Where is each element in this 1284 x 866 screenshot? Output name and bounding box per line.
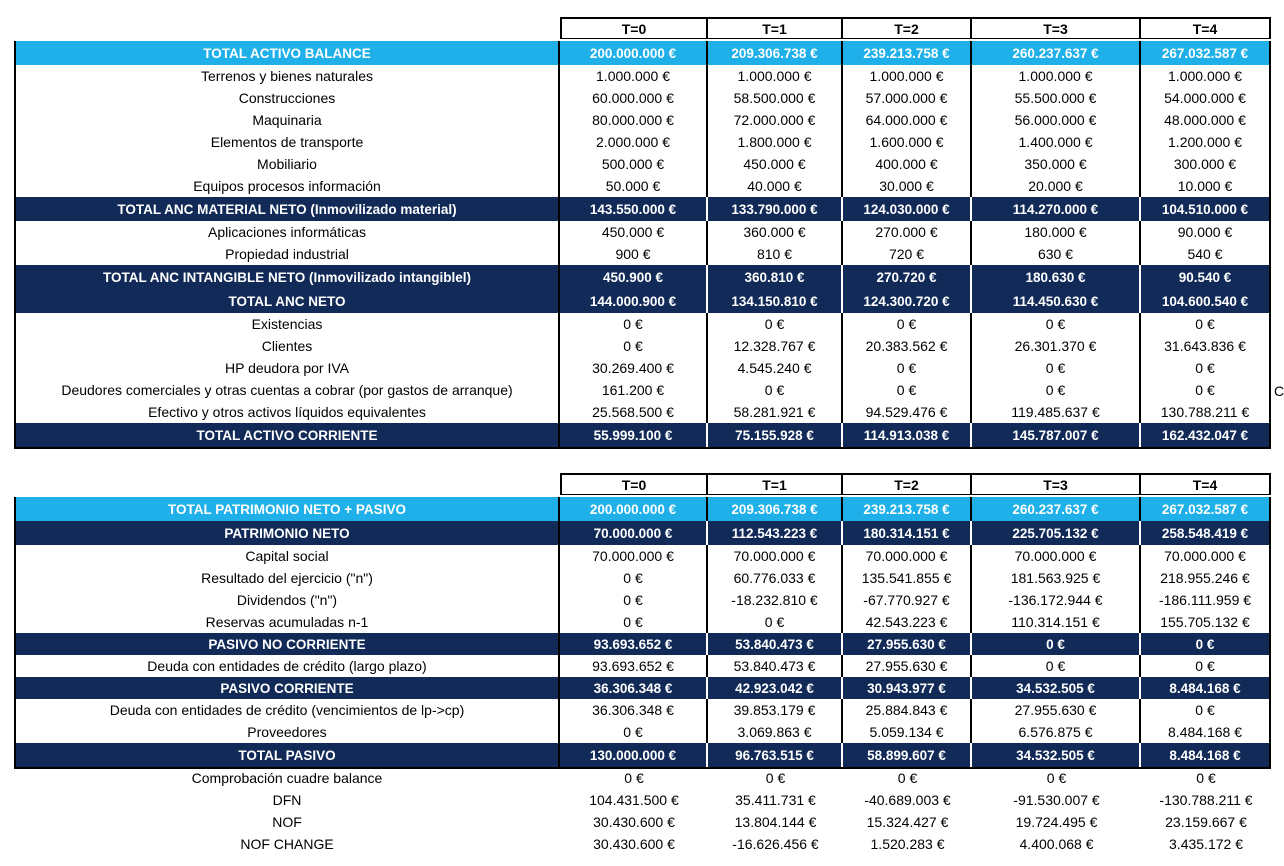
row-label: Proveedores (14, 721, 560, 743)
pasivo-header-t-4: T=4 (1141, 473, 1271, 495)
row-label: TOTAL ANC MATERIAL NETO (Inmovilizado material) (14, 197, 560, 221)
value-t-2: 0 € (897, 770, 918, 786)
value-t-4: 267.032.587 € (1141, 497, 1271, 521)
value-t-4: 1.000.000 € (1141, 65, 1271, 87)
value-t-1: 4.545.240 € (708, 357, 843, 379)
row-label: Deuda con entidades de crédito (largo plazo) (14, 655, 560, 677)
value-t-2: 239.213.758 € (843, 497, 972, 521)
value-t-2: 124.300.720 € (843, 289, 972, 313)
value-t-2: 135.541.855 € (843, 567, 972, 589)
row-label: Capital social (14, 545, 560, 567)
value-t-3: 26.301.370 € (972, 335, 1141, 357)
value-t-1: 13.804.144 € (734, 814, 817, 830)
value-t-3: 180.000 € (972, 221, 1141, 243)
value-t-0: 80.000.000 € (560, 109, 708, 131)
row-label: Deuda con entidades de crédito (vencimientos de lp->cp) (14, 699, 560, 721)
value-t-1: 360.810 € (708, 265, 843, 289)
row-existencias (0, 313, 1280, 335)
value-t-3: 0 € (972, 379, 1141, 401)
row-label: TOTAL ACTIVO BALANCE (14, 41, 560, 65)
value-t-1: 0 € (708, 379, 843, 401)
row-label: TOTAL ANC NETO (14, 289, 560, 313)
row-maquinaria (0, 109, 1280, 131)
value-t-1: 209.306.738 € (708, 41, 843, 65)
value-t-4: 70.000.000 € (1141, 545, 1271, 567)
value-t-1: 96.763.515 € (708, 743, 843, 767)
value-t-3: -91.530.007 € (1013, 792, 1100, 808)
value-t-3: 180.630 € (972, 265, 1141, 289)
value-t-3: 260.237.637 € (972, 497, 1141, 521)
value-t-0: 0 € (624, 770, 644, 786)
row-label: Maquinaria (14, 109, 560, 131)
value-t-0: 200.000.000 € (560, 497, 708, 521)
value-t-4: 0 € (1141, 313, 1271, 335)
row-equipos-procesos-informacion (0, 175, 1280, 197)
value-t-4: 267.032.587 € (1141, 41, 1271, 65)
value-t-1: -16.626.456 € (732, 836, 819, 852)
value-t-2: 270.720 € (843, 265, 972, 289)
row-label: Reservas acumuladas n-1 (14, 611, 560, 633)
value-t-1: 450.000 € (708, 153, 843, 175)
value-t-3: 225.705.132 € (972, 521, 1141, 545)
value-t-4: 8.484.168 € (1141, 721, 1271, 743)
value-t-3: 145.787.007 € (972, 423, 1141, 447)
value-t-1: 3.069.863 € (708, 721, 843, 743)
value-t-1: 810 € (708, 243, 843, 265)
value-t-4: 8.484.168 € (1141, 743, 1271, 767)
value-t-1: 42.923.042 € (708, 677, 843, 699)
row-label: Elementos de transporte (14, 131, 560, 153)
value-t-1: -18.232.810 € (708, 589, 843, 611)
activo-header-t-3: T=3 (972, 17, 1141, 39)
row-label: PASIVO CORRIENTE (14, 677, 560, 699)
row-label: Propiedad industrial (14, 243, 560, 265)
row-deudores-comerciales-y-otras-cuentas-a-cobrar-por-gastos-de-arranque (0, 379, 1280, 401)
value-t-0: 144.000.900 € (560, 289, 708, 313)
value-t-2: 720 € (843, 243, 972, 265)
row-deuda-con-entidades-de-credito-largo-plazo (0, 655, 1280, 677)
value-t-3: 70.000.000 € (972, 545, 1141, 567)
activo-header-t-2: T=2 (843, 17, 972, 39)
value-t-3: 0 € (1046, 770, 1067, 786)
row-construcciones (0, 87, 1280, 109)
row-label: TOTAL ACTIVO CORRIENTE (14, 423, 560, 447)
row-reservas-acumuladas-n-1 (0, 611, 1280, 633)
value-t-1: 40.000 € (708, 175, 843, 197)
row-label: Clientes (14, 335, 560, 357)
value-t-1: 60.776.033 € (708, 567, 843, 589)
value-t-2: 25.884.843 € (843, 699, 972, 721)
value-t-4: 0 € (1141, 699, 1271, 721)
value-t-4: 104.600.540 € (1141, 289, 1271, 313)
row-label: DFN (272, 792, 302, 808)
value-t-1: 12.328.767 € (708, 335, 843, 357)
pasivo-header-row (0, 473, 1280, 495)
value-t-3: 27.955.630 € (972, 699, 1141, 721)
row-label: Dividendos ("n") (14, 589, 560, 611)
value-t-4: 258.548.419 € (1141, 521, 1271, 545)
value-t-3: 119.485.637 € (972, 401, 1141, 423)
value-t-0: 161.200 € (560, 379, 708, 401)
row-label: Equipos procesos información (14, 175, 560, 197)
value-t-4: 162.432.047 € (1141, 423, 1271, 447)
value-t-4: 0 € (1141, 633, 1271, 655)
row-capital-social (0, 545, 1280, 567)
row-label: TOTAL PASIVO (14, 743, 560, 767)
value-t-4: 8.484.168 € (1141, 677, 1271, 699)
row-label: Existencias (14, 313, 560, 335)
value-t-2: 270.000 € (843, 221, 972, 243)
value-t-3: 0 € (972, 313, 1141, 335)
value-t-2: 180.314.151 € (843, 521, 972, 545)
value-t-4: 54.000.000 € (1141, 87, 1271, 109)
table-border (14, 767, 1271, 769)
value-t-3: 114.270.000 € (972, 197, 1141, 221)
row-aplicaciones-informaticas (0, 221, 1280, 243)
row-proveedores (0, 721, 1280, 743)
row-clientes (0, 335, 1280, 357)
value-t-2: 64.000.000 € (843, 109, 972, 131)
value-t-4: 300.000 € (1141, 153, 1271, 175)
row-label: Construcciones (14, 87, 560, 109)
value-t-2: 124.030.000 € (843, 197, 972, 221)
value-t-4: -186.111.959 € (1141, 589, 1271, 611)
value-t-3: -136.172.944 € (972, 589, 1141, 611)
value-t-0: 450.000 € (560, 221, 708, 243)
row-dfn (0, 789, 1280, 811)
row-label: Terrenos y bienes naturales (14, 65, 560, 87)
value-t-1: 0 € (765, 770, 786, 786)
value-t-4: 130.788.211 € (1141, 401, 1271, 423)
value-t-0: 1.000.000 € (560, 65, 708, 87)
value-t-1: 53.840.473 € (708, 633, 843, 655)
value-t-2: 239.213.758 € (843, 41, 972, 65)
value-t-4: 104.510.000 € (1141, 197, 1271, 221)
row-label: Mobiliario (14, 153, 560, 175)
value-t-2: 5.059.134 € (843, 721, 972, 743)
value-t-3: 55.500.000 € (972, 87, 1141, 109)
value-t-0: 93.693.652 € (560, 633, 708, 655)
value-t-3: 34.532.505 € (972, 677, 1141, 699)
value-t-2: 1.520.283 € (870, 836, 945, 852)
row-label: Deudores comerciales y otras cuentas a cobrar (por gastos de arranque) (14, 379, 560, 401)
value-t-0: 143.550.000 € (560, 197, 708, 221)
value-t-4: 0 € (1141, 379, 1271, 401)
value-t-2: 94.529.476 € (843, 401, 972, 423)
value-t-1: 35.411.731 € (735, 792, 816, 808)
row-mobiliario (0, 153, 1280, 175)
value-t-0: 60.000.000 € (560, 87, 708, 109)
row-resultado-del-ejercicio-n (0, 567, 1280, 589)
value-t-3: 1.000.000 € (972, 65, 1141, 87)
value-t-1: 0 € (708, 611, 843, 633)
row-patrimonio-neto (0, 521, 1280, 545)
value-t-4: 0 € (1141, 655, 1271, 677)
value-t-2: 58.899.607 € (843, 743, 972, 767)
row-efectivo-y-otros-activos-liquidos-equivalentes (0, 401, 1280, 423)
row-label: NOF (272, 814, 302, 830)
value-t-4: 540 € (1141, 243, 1271, 265)
value-t-3: 0 € (972, 655, 1141, 677)
value-t-3: 181.563.925 € (972, 567, 1141, 589)
value-t-3: 56.000.000 € (972, 109, 1141, 131)
value-t-0: 450.900 € (560, 265, 708, 289)
value-t-3: 0 € (972, 357, 1141, 379)
value-t-4: 90.540 € (1141, 265, 1271, 289)
value-t-3: 4.400.068 € (1019, 836, 1094, 852)
value-t-0: 0 € (560, 611, 708, 633)
row-nof (0, 811, 1280, 833)
value-t-4: 23.159.667 € (1165, 814, 1247, 830)
value-t-3: 19.724.495 € (1015, 814, 1098, 830)
value-t-4: 0 € (1196, 770, 1216, 786)
value-t-0: 900 € (560, 243, 708, 265)
value-t-0: 104.431.500 € (589, 792, 679, 808)
value-t-4: 48.000.000 € (1141, 109, 1271, 131)
row-total-anc-intangible-neto-inmovilizado-intangiblel (0, 265, 1280, 289)
value-t-2: 1.600.000 € (843, 131, 972, 153)
row-terrenos-y-bienes-naturales (0, 65, 1280, 87)
value-t-1: 39.853.179 € (708, 699, 843, 721)
activo-header-t-0: T=0 (560, 17, 708, 39)
row-total-patrimonio-neto-pasivo (0, 497, 1280, 521)
value-t-0: 0 € (560, 313, 708, 335)
value-t-0: 2.000.000 € (560, 131, 708, 153)
value-t-2: 0 € (843, 379, 972, 401)
value-t-4: 155.705.132 € (1141, 611, 1271, 633)
row-label: PASIVO NO CORRIENTE (14, 633, 560, 655)
value-t-3: 34.532.505 € (972, 743, 1141, 767)
value-t-2: 70.000.000 € (843, 545, 972, 567)
value-t-0: 70.000.000 € (560, 521, 708, 545)
row-label: Efectivo y otros activos líquidos equivalentes (14, 401, 560, 423)
value-t-0: 36.306.348 € (560, 677, 708, 699)
row-total-pasivo (0, 743, 1280, 767)
value-t-4: 10.000 € (1141, 175, 1271, 197)
value-t-4: 1.200.000 € (1141, 131, 1271, 153)
row-deuda-con-entidades-de-credito-vencimientos-de-lp-cp (0, 699, 1280, 721)
table-border (14, 447, 1271, 449)
value-t-2: 400.000 € (843, 153, 972, 175)
value-t-3: 6.576.875 € (972, 721, 1141, 743)
value-t-0: 0 € (560, 589, 708, 611)
row-label: PATRIMONIO NETO (14, 521, 560, 545)
value-t-1: 1.800.000 € (708, 131, 843, 153)
row-label: HP deudora por IVA (14, 357, 560, 379)
row-dividendos-n (0, 589, 1280, 611)
row-label: TOTAL PATRIMONIO NETO + PASIVO (14, 497, 560, 521)
row-elementos-de-transporte (0, 131, 1280, 153)
value-t-0: 70.000.000 € (560, 545, 708, 567)
value-t-1: 58.281.921 € (708, 401, 843, 423)
value-t-1: 360.000 € (708, 221, 843, 243)
value-t-0: 25.568.500 € (560, 401, 708, 423)
value-t-1: 72.000.000 € (708, 109, 843, 131)
value-t-2: 0 € (843, 313, 972, 335)
value-t-1: 70.000.000 € (708, 545, 843, 567)
value-t-4: -130.788.211 € (1159, 792, 1253, 808)
value-t-3: 114.450.630 € (972, 289, 1141, 313)
value-t-3: 260.237.637 € (972, 41, 1141, 65)
value-t-2: 114.913.038 € (843, 423, 972, 447)
value-t-2: 20.383.562 € (843, 335, 972, 357)
value-t-2: -40.689.003 € (864, 792, 951, 808)
value-t-1: 133.790.000 € (708, 197, 843, 221)
row-label: Comprobación cuadre balance (191, 770, 383, 786)
value-t-2: 1.000.000 € (843, 65, 972, 87)
value-t-4: 218.955.246 € (1141, 567, 1271, 589)
value-t-1: 1.000.000 € (708, 65, 843, 87)
value-t-3: 110.314.151 € (972, 611, 1141, 633)
row-comprobacion-cuadre-balance (0, 767, 1280, 789)
value-t-2: 30.943.977 € (843, 677, 972, 699)
value-t-0: 0 € (560, 721, 708, 743)
value-t-1: 134.150.810 € (708, 289, 843, 313)
value-t-0: 30.269.400 € (560, 357, 708, 379)
value-t-0: 93.693.652 € (560, 655, 708, 677)
activo-header-t-1: T=1 (708, 17, 843, 39)
value-t-0: 200.000.000 € (560, 41, 708, 65)
value-t-3: 350.000 € (972, 153, 1141, 175)
value-t-2: 27.955.630 € (843, 633, 972, 655)
value-t-2: 15.324.427 € (866, 814, 949, 830)
row-total-activo-corriente (0, 423, 1280, 447)
value-t-0: 36.306.348 € (560, 699, 708, 721)
row-total-anc-neto (0, 289, 1280, 313)
value-t-0: 0 € (560, 335, 708, 357)
value-t-1: 0 € (708, 313, 843, 335)
value-t-2: 57.000.000 € (843, 87, 972, 109)
value-t-0: 55.999.100 € (560, 423, 708, 447)
value-t-4: 3.435.172 € (1169, 836, 1243, 852)
value-t-1: 209.306.738 € (708, 497, 843, 521)
value-t-1: 53.840.473 € (708, 655, 843, 677)
row-total-activo-balance (0, 41, 1280, 65)
row-pasivo-no-corriente (0, 633, 1280, 655)
cut-off-cell-text: C (1274, 383, 1284, 399)
value-t-1: 75.155.928 € (708, 423, 843, 447)
value-t-0: 30.430.600 € (593, 814, 675, 830)
value-t-4: 31.643.836 € (1141, 335, 1271, 357)
row-hp-deudora-por-iva (0, 357, 1280, 379)
value-t-2: -67.770.927 € (843, 589, 972, 611)
value-t-2: 30.000 € (843, 175, 972, 197)
pasivo-header-t-0: T=0 (560, 473, 708, 495)
row-label: NOF CHANGE (240, 836, 334, 852)
value-t-3: 630 € (972, 243, 1141, 265)
row-label: Resultado del ejercicio ("n") (14, 567, 560, 589)
value-t-0: 500.000 € (560, 153, 708, 175)
value-t-1: 112.543.223 € (708, 521, 843, 545)
pasivo-header-t-3: T=3 (972, 473, 1141, 495)
value-t-3: 0 € (972, 633, 1141, 655)
value-t-2: 42.543.223 € (843, 611, 972, 633)
row-label: Aplicaciones informáticas (14, 221, 560, 243)
activo-header-t-4: T=4 (1141, 17, 1271, 39)
value-t-0: 0 € (560, 567, 708, 589)
value-t-1: 58.500.000 € (708, 87, 843, 109)
pasivo-header-t-2: T=2 (843, 473, 972, 495)
row-propiedad-industrial (0, 243, 1280, 265)
value-t-3: 20.000 € (972, 175, 1141, 197)
value-t-0: 30.430.600 € (593, 836, 675, 852)
activo-header-row (0, 17, 1280, 39)
row-nof-change (0, 833, 1280, 855)
value-t-2: 27.955.630 € (843, 655, 972, 677)
pasivo-header-t-1: T=1 (708, 473, 843, 495)
value-t-3: 1.400.000 € (972, 131, 1141, 153)
row-label: TOTAL ANC INTANGIBLE NETO (Inmovilizado intangiblel) (14, 265, 560, 289)
row-pasivo-corriente (0, 677, 1280, 699)
value-t-2: 0 € (843, 357, 972, 379)
value-t-0: 130.000.000 € (560, 743, 708, 767)
value-t-4: 90.000 € (1141, 221, 1271, 243)
row-total-anc-material-neto-inmovilizado-material (0, 197, 1280, 221)
value-t-0: 50.000 € (560, 175, 708, 197)
value-t-4: 0 € (1141, 357, 1271, 379)
